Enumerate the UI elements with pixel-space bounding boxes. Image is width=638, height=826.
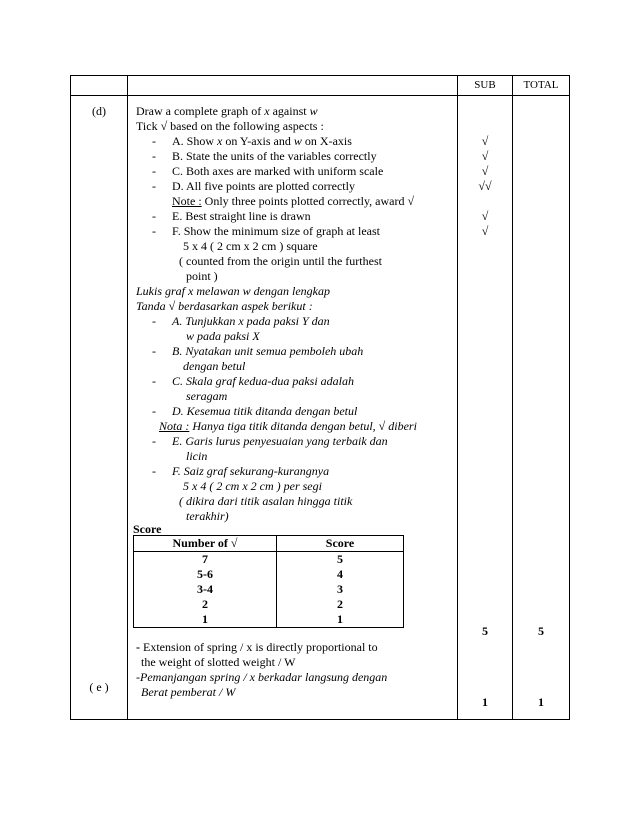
malay-dash: - (152, 344, 156, 358)
score-cell: 3 (337, 582, 343, 596)
score-cell: 5 (337, 552, 343, 566)
malay-dash: - (152, 374, 156, 388)
malay-note (159, 419, 417, 434)
part-e-malay-line1: -Pemanjangan spring / x berkadar langsung dengan (136, 670, 388, 684)
malay-dash: - (152, 404, 156, 418)
malay-aspect-a-cont: w pada paksi X (186, 329, 260, 343)
english-title: Draw a complete graph of x against w (136, 104, 318, 118)
malay-note-label: Nota : (159, 419, 190, 433)
malay-dash: - (152, 434, 156, 448)
malay-dash: - (152, 464, 156, 478)
part-e-malay-line2: Berat pemberat / W (141, 685, 236, 699)
aspect-dash: - (152, 179, 156, 193)
malay-aspect-f-size: 5 x 4 ( 2 cm x 2 cm ) per segi (183, 479, 322, 493)
total-header: TOTAL (523, 79, 559, 91)
part-e-english-line2: the weight of slotted weight / W (141, 655, 296, 669)
aspect-c: C. Both axes are marked with uniform scale (172, 164, 384, 178)
score-cell: 1 (337, 612, 343, 626)
aspect-f-counted: ( counted from the origin until the furthest (179, 254, 382, 268)
ticks-cell: 1 (134, 612, 277, 628)
malay-aspect-f-counted: ( dikira dari titik asalan hingga titik (179, 494, 353, 508)
part-d-sub-mark: 5 (482, 624, 488, 638)
sub-tick-e: √ (481, 209, 489, 223)
aspect-dash: - (152, 224, 156, 238)
english-tick-instruction: Tick √ based on the following aspects : (136, 119, 324, 133)
malay-dash: - (152, 314, 156, 328)
aspect-dash: - (152, 164, 156, 178)
malay-tick-instruction: Tanda √ berdasarkan aspek berikut : (136, 299, 313, 313)
number-of-ticks-header: Number of √ (134, 536, 277, 552)
part-e-label: ( e ) (89, 680, 109, 694)
malay-aspect-c-cont: seragam (186, 389, 228, 403)
table-row (134, 612, 404, 628)
aspect-d: D. All five points are plotted correctly (172, 179, 355, 193)
label-column-divider (127, 75, 128, 720)
score-cell: 4 (337, 567, 343, 581)
malay-note-text: Hanya tiga titik ditanda dengan betul, √ diberi (189, 419, 417, 433)
aspect-b: B. State the units of the variables correctly (172, 149, 377, 163)
score-heading: Score (133, 522, 162, 536)
note-label: Note : (172, 194, 202, 208)
part-e-sub-mark: 1 (482, 695, 488, 709)
part-d-total-mark: 5 (538, 624, 544, 638)
malay-aspect-e: E. Garis lurus penyesuaian yang terbaik dan (172, 434, 388, 448)
ticks-cell: 5-6 (134, 567, 277, 582)
malay-aspect-f-end: terakhir) (186, 509, 229, 523)
table-row (134, 552, 404, 568)
aspect-f-size: 5 x 4 ( 2 cm x 2 cm ) square (183, 239, 318, 253)
malay-aspect-f: F. Saiz graf sekurang-kurangnya (172, 464, 330, 478)
ticks-cell: 3-4 (134, 582, 277, 597)
table-right-border (569, 75, 570, 720)
part-d-label: (d) (92, 104, 106, 118)
malay-aspect-a: A. Tunjukkan x pada paksi Y dan (172, 314, 330, 328)
score-header: Score (277, 536, 404, 552)
sub-tick-c: √ (481, 164, 489, 178)
aspect-dash: - (152, 134, 156, 148)
part-e-english-text: Extension of spring / x is directly proportional to (140, 640, 378, 654)
table-row (134, 582, 404, 597)
table-left-border (70, 75, 71, 720)
note (172, 194, 414, 209)
table-row (134, 567, 404, 582)
table-row (134, 597, 404, 612)
sub-tick-f: √ (481, 224, 489, 238)
aspect-dash: - (152, 149, 156, 163)
sub-header: SUB (474, 79, 496, 91)
score-table (133, 535, 404, 628)
note-text: Only three points plotted correctly, award √ (201, 194, 415, 208)
table-header-divider (70, 95, 570, 96)
part-e-english-line1 (136, 640, 378, 655)
ticks-cell: 2 (134, 597, 277, 612)
score-table-header (134, 536, 404, 552)
malay-title: Lukis graf x melawan w dengan lengkap (136, 284, 330, 298)
ticks-cell: 7 (134, 552, 277, 568)
part-e-dash: - (136, 640, 140, 654)
sub-tick-d: √√ (478, 179, 492, 193)
table-bottom-border (70, 719, 570, 720)
aspect-dash: - (152, 209, 156, 223)
malay-aspect-b-cont: dengan betul (183, 359, 246, 373)
malay-aspect-c: C. Skala graf kedua-dua paksi adalah (172, 374, 354, 388)
aspect-f: F. Show the minimum size of graph at least (172, 224, 381, 238)
table-top-border (70, 75, 570, 76)
aspect-e: E. Best straight line is drawn (172, 209, 311, 223)
sub-tick-b: √ (481, 149, 489, 163)
aspect-f-point: point ) (186, 269, 218, 283)
aspect-a: A. Show x on Y-axis and w on X-axis (172, 134, 352, 148)
sub-tick-a: √ (481, 134, 489, 148)
malay-aspect-e-cont: licin (186, 449, 208, 463)
part-e-total-mark: 1 (538, 695, 544, 709)
malay-aspect-d: D. Kesemua titik ditanda dengan betul (172, 404, 358, 418)
malay-aspect-b: B. Nyatakan unit semua pemboleh ubah (172, 344, 364, 358)
score-cell: 2 (337, 597, 343, 611)
